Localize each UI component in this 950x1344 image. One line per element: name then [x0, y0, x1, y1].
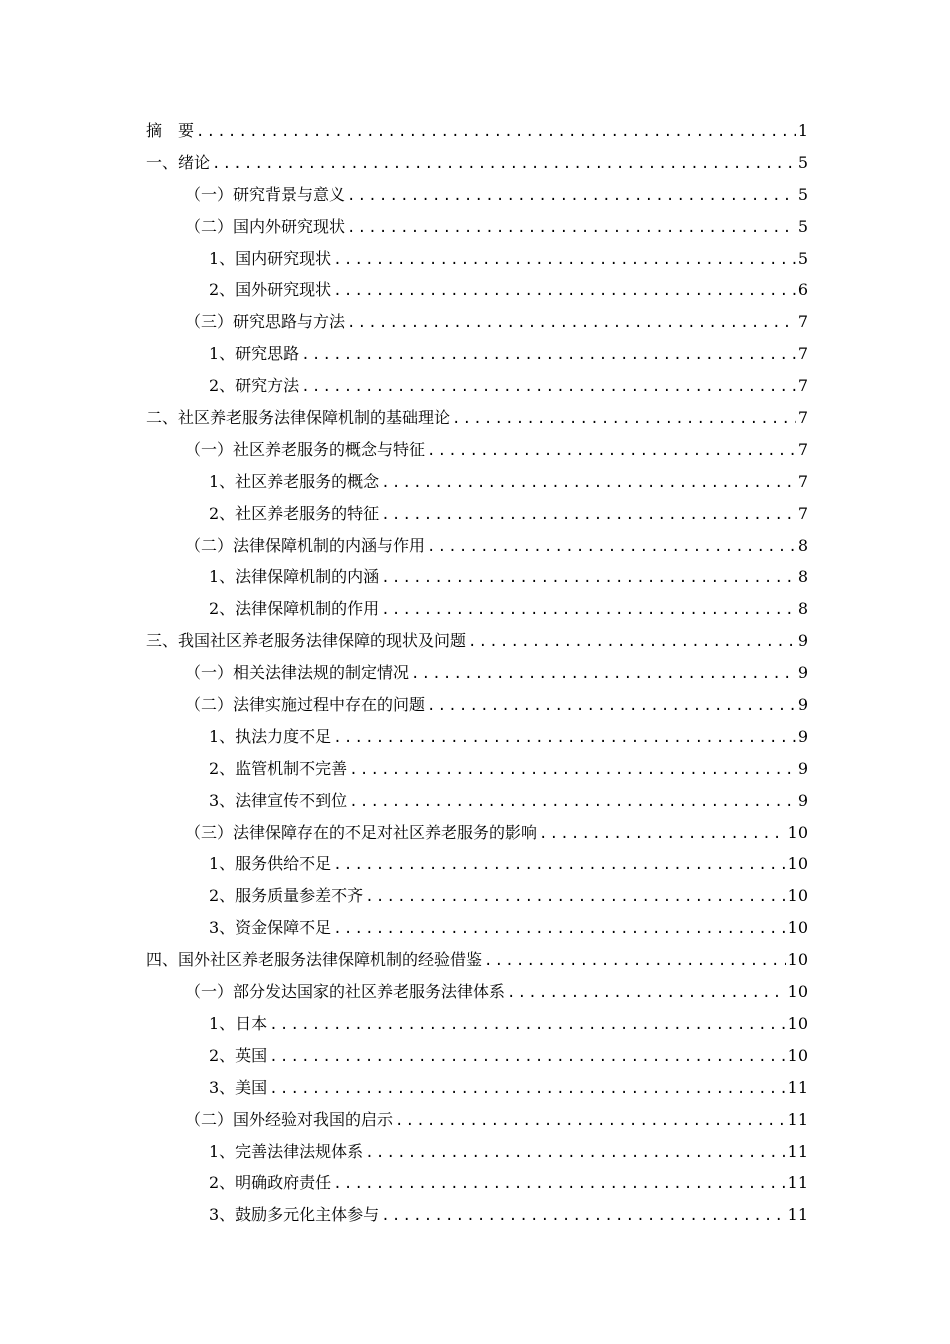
dot-leader: [411, 659, 796, 691]
toc-entry[interactable]: [146, 338, 808, 370]
toc-entry-page-number: 11: [787, 1205, 808, 1225]
toc-entry[interactable]: [146, 561, 808, 593]
toc-entry-page-number: 9: [797, 726, 808, 746]
dot-leader: [333, 723, 796, 755]
toc-entry-title: 1、研究思路: [209, 344, 300, 364]
toc-entry-page-number: 7: [797, 503, 808, 523]
toc-entry-title: （二）国外经验对我国的启示: [185, 1109, 394, 1129]
toc-entry[interactable]: [146, 1167, 808, 1199]
toc-entry-page-number: 9: [797, 631, 808, 651]
toc-entry-page-number: 11: [787, 1109, 808, 1129]
toc-entry-title: 3、美国: [209, 1077, 268, 1097]
dot-leader: [452, 404, 796, 436]
toc-entry-title: 3、鼓励多元化主体参与: [209, 1205, 380, 1225]
toc-entry[interactable]: [146, 243, 808, 275]
toc-entry[interactable]: [146, 115, 808, 147]
toc-entry-title: 1、日本: [209, 1013, 268, 1033]
toc-entry-page-number: 7: [797, 408, 808, 428]
toc-entry-page-number: 7: [797, 376, 808, 396]
dot-leader: [347, 308, 796, 340]
toc-entry-page-number: 7: [797, 471, 808, 491]
toc-entry-title: （二）国内外研究现状: [185, 216, 346, 236]
dot-leader: [539, 819, 786, 851]
toc-entry[interactable]: [146, 179, 808, 211]
toc-entry-title: 1、完善法律法规体系: [209, 1141, 364, 1161]
dot-leader: [196, 117, 796, 149]
toc-entry-page-number: 7: [797, 439, 808, 459]
dot-leader: [301, 372, 796, 404]
toc-entry-page-number: 7: [797, 344, 808, 364]
toc-entry[interactable]: [146, 1136, 808, 1168]
toc-entry-page-number: 11: [787, 1141, 808, 1161]
dot-leader: [269, 1074, 785, 1106]
toc-entry-title: （一）部分发达国家的社区养老服务法律体系: [185, 982, 506, 1002]
toc-entry[interactable]: [146, 689, 808, 721]
toc-entry[interactable]: [146, 498, 808, 530]
toc-entry-page-number: 10: [787, 918, 808, 938]
dot-leader: [381, 500, 796, 532]
toc-entry-title: 2、法律保障机制的作用: [209, 599, 380, 619]
toc-entry-title: 3、资金保障不足: [209, 918, 332, 938]
toc-entry-title: 1、国内研究现状: [209, 248, 332, 268]
toc-entry-page-number: 8: [797, 567, 808, 587]
toc-entry-title: 2、研究方法: [209, 376, 300, 396]
dot-leader: [333, 914, 785, 946]
toc-entry-page-number: 10: [787, 982, 808, 1002]
toc-entry[interactable]: [146, 306, 808, 338]
toc-entry[interactable]: [146, 912, 808, 944]
toc-entry[interactable]: [146, 721, 808, 753]
toc-entry-title: 摘 要: [146, 121, 195, 140]
toc-entry-page-number: 9: [797, 695, 808, 715]
toc-entry[interactable]: [146, 944, 808, 976]
table-of-contents: [146, 115, 808, 1231]
dot-leader: [301, 340, 796, 372]
toc-entry-page-number: 10: [787, 950, 808, 970]
toc-entry-page-number: 9: [797, 663, 808, 683]
toc-entry-title: 1、法律保障机制的内涵: [209, 567, 380, 587]
toc-entry-page-number: 11: [787, 1173, 808, 1193]
toc-entry[interactable]: [146, 530, 808, 562]
dot-leader: [365, 882, 785, 914]
toc-entry-page-number: 10: [787, 886, 808, 906]
toc-entry[interactable]: [146, 274, 808, 306]
toc-entry[interactable]: [146, 785, 808, 817]
toc-entry[interactable]: [146, 1199, 808, 1231]
toc-entry[interactable]: [146, 1008, 808, 1040]
dot-leader: [349, 755, 796, 787]
toc-entry-title: （一）相关法律法规的制定情况: [185, 663, 410, 683]
toc-entry-title: 2、国外研究现状: [209, 280, 332, 300]
dot-leader: [395, 1106, 786, 1138]
toc-entry-title: 2、明确政府责任: [209, 1173, 332, 1193]
toc-entry-page-number: 5: [797, 152, 808, 172]
toc-entry[interactable]: [146, 1104, 808, 1136]
toc-entry-page-number: 5: [797, 248, 808, 268]
toc-entry[interactable]: [146, 402, 808, 434]
dot-leader: [347, 213, 796, 245]
dot-leader: [507, 978, 786, 1010]
toc-entry[interactable]: [146, 880, 808, 912]
toc-entry-page-number: 10: [787, 1013, 808, 1033]
toc-entry[interactable]: [146, 434, 808, 466]
dot-leader: [365, 1138, 785, 1170]
toc-entry-title: 2、英国: [209, 1045, 268, 1065]
toc-entry[interactable]: [146, 753, 808, 785]
toc-entry-title: 一、绪论: [146, 152, 211, 172]
toc-entry[interactable]: [146, 817, 808, 849]
toc-entry-page-number: 9: [797, 790, 808, 810]
toc-entry-title: （三）研究思路与方法: [185, 312, 346, 332]
dot-leader: [347, 181, 796, 213]
toc-entry-page-number: 8: [797, 599, 808, 619]
dot-leader: [381, 468, 796, 500]
toc-entry-title: （二）法律保障机制的内涵与作用: [185, 535, 426, 555]
toc-entry-title: 三、我国社区养老服务法律保障的现状及问题: [146, 631, 467, 651]
toc-entry-page-number: 5: [797, 184, 808, 204]
toc-entry-title: 2、监管机制不完善: [209, 758, 348, 778]
toc-entry[interactable]: [146, 976, 808, 1008]
dot-leader: [381, 1201, 785, 1233]
toc-entry[interactable]: [146, 848, 808, 880]
dot-leader: [427, 532, 796, 564]
toc-entry-page-number: 11: [787, 1077, 808, 1097]
dot-leader: [333, 245, 796, 277]
toc-entry-title: 四、国外社区养老服务法律保障机制的经验借鉴: [146, 950, 483, 970]
toc-entry-title: （三）法律保障存在的不足对社区养老服务的影响: [185, 822, 538, 842]
toc-entry-title: （二）法律实施过程中存在的问题: [185, 695, 426, 715]
toc-entry[interactable]: [146, 1040, 808, 1072]
toc-entry[interactable]: [146, 466, 808, 498]
toc-entry-page-number: 5: [797, 216, 808, 236]
dot-leader: [269, 1010, 785, 1042]
toc-entry[interactable]: [146, 625, 808, 657]
dot-leader: [349, 787, 796, 819]
toc-entry-page-number: 6: [797, 280, 808, 300]
toc-entry-title: 1、执法力度不足: [209, 726, 332, 746]
toc-entry-title: （一）社区养老服务的概念与特征: [185, 439, 426, 459]
toc-entry-title: 1、社区养老服务的概念: [209, 471, 380, 491]
toc-entry-page-number: 8: [797, 535, 808, 555]
dot-leader: [333, 850, 785, 882]
toc-entry-page-number: 9: [797, 758, 808, 778]
toc-entry-page-number: 10: [787, 1045, 808, 1065]
dot-leader: [427, 691, 796, 723]
toc-entry-page-number: 10: [787, 822, 808, 842]
toc-entry[interactable]: [146, 147, 808, 179]
dot-leader: [427, 436, 796, 468]
toc-entry-page-number: 10: [787, 854, 808, 874]
toc-entry[interactable]: [146, 657, 808, 689]
toc-entry-page-number: 1: [797, 121, 808, 140]
dot-leader: [381, 595, 796, 627]
toc-entry-title: 2、服务质量参差不齐: [209, 886, 364, 906]
toc-entry[interactable]: [146, 593, 808, 625]
dot-leader: [484, 946, 786, 978]
toc-entry-page-number: 7: [797, 312, 808, 332]
toc-entry-title: 3、法律宣传不到位: [209, 790, 348, 810]
dot-leader: [333, 276, 796, 308]
toc-entry-title: （一）研究背景与意义: [185, 184, 346, 204]
toc-entry-title: 2、社区养老服务的特征: [209, 503, 380, 523]
toc-entry[interactable]: [146, 370, 808, 402]
dot-leader: [468, 627, 796, 659]
toc-entry[interactable]: [146, 1072, 808, 1104]
toc-entry-title: 二、社区养老服务法律保障机制的基础理论: [146, 408, 451, 428]
dot-leader: [212, 149, 796, 181]
dot-leader: [381, 563, 796, 595]
dot-leader: [333, 1169, 785, 1201]
toc-entry[interactable]: [146, 211, 808, 243]
toc-entry-title: 1、服务供给不足: [209, 854, 332, 874]
dot-leader: [269, 1042, 785, 1074]
